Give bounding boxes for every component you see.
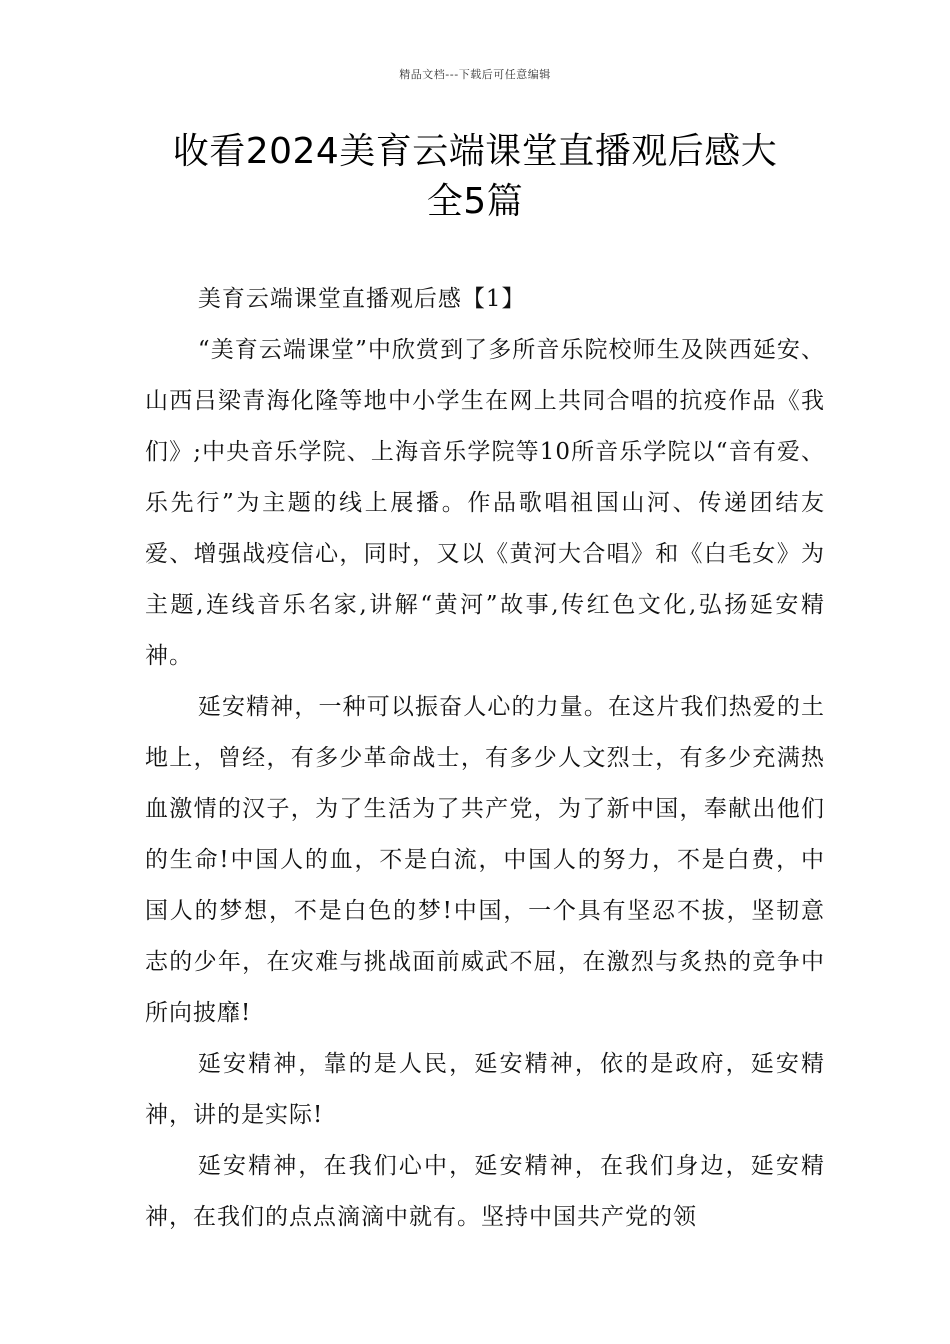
page-header: 精品文档---下载后可任意编辑	[399, 68, 551, 81]
paragraph-3: 延安精神，靠的是人民，延安精神，依的是政府，延安精神，讲的是实际!	[145, 1051, 825, 1128]
paragraph-1: “美育云端课堂”中欣赏到了多所音乐院校师生及陕西延安、山西吕梁青海化隆等地中小学生在网上共同合唱的抗疫作品《我们》;中央音乐学院、上海音乐学院等10所音乐学院以“音有爱、乐先行”为主题的线上展播。作品歌唱祖国山河、传递团结友爱、增强战疫信心，同时，又以《黄河大合唱》和《白毛女》为主题,连线音乐名家,讲解“黄河”故事,传红色文化,弘扬延安精神。	[145, 337, 825, 669]
title-line-1: 收看2024美育云端课堂直播观后感大	[172, 131, 778, 172]
document-body	[145, 274, 825, 1243]
title-line-2: 全5篇	[426, 181, 524, 222]
section-heading: 美育云端课堂直播观后感【1】	[197, 286, 526, 312]
paragraph-4: 延安精神，在我们心中，延安精神，在我们身边，延安精神，在我们的点点滴滴中就有。坚持中国共产党的领	[145, 1153, 825, 1230]
paragraph-2: 延安精神，一种可以振奋人心的力量。在这片我们热爱的土地上，曾经，有多少革命战士，有多少人文烈士，有多少充满热血激情的汉子，为了生活为了共产党，为了新中国，奉献出他们的生命!中国人的血，不是白流，中国人的努力，不是白费，中国人的梦想，不是白色的梦!中国，一个具有坚忍不拔，坚韧意志的少年，在灾难与挑战面前威武不屈，在激烈与炙热的竞争中所向披靡!	[145, 694, 825, 1026]
document-title	[120, 127, 830, 227]
